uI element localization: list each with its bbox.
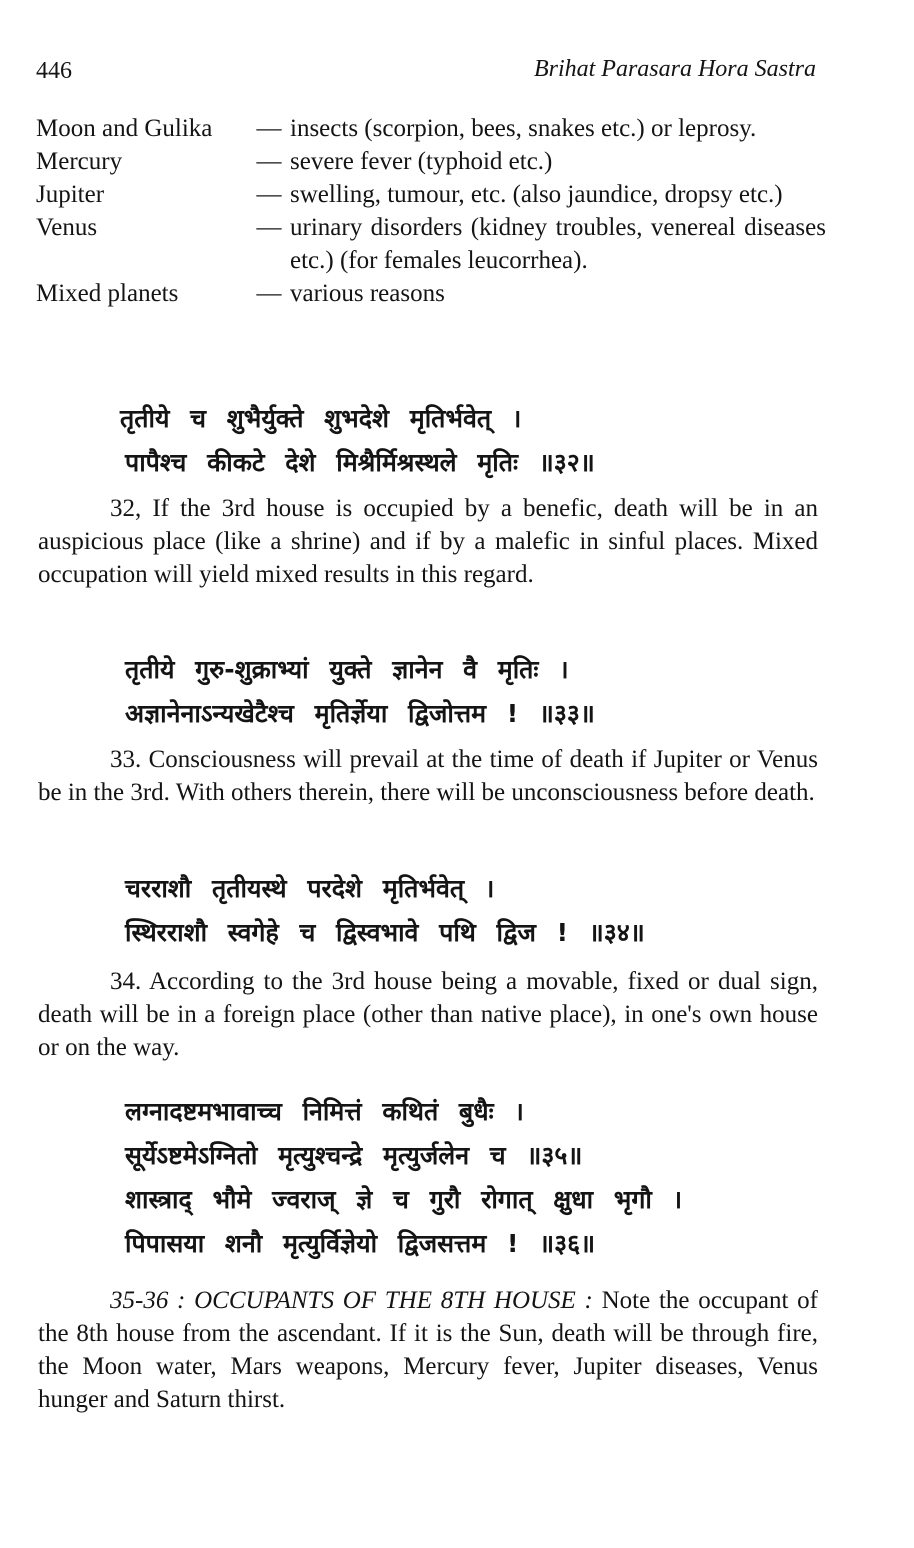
- verse-line: सूर्येऽष्टमेऽग्नितो मृत्युश्चन्द्रे मृत्युर्जलेन च ॥३५॥: [125, 1141, 583, 1170]
- list-item: [36, 178, 826, 211]
- dash: —: [256, 181, 282, 208]
- paragraph-34: [38, 965, 818, 1064]
- paragraph-35-36: [38, 1284, 818, 1416]
- section-heading: 35-36 : OCCUPANTS OF THE 8TH HOUSE :: [110, 1287, 593, 1314]
- dash: —: [256, 115, 282, 142]
- planet-name: Mixed planets: [36, 280, 179, 307]
- verse-line: स्थिरराशौ स्वगेहे च द्विस्वभावे पथि द्विज ! ॥३४॥: [125, 918, 645, 947]
- planet-name: Moon and Gulika: [36, 115, 213, 142]
- list-item: [36, 277, 826, 310]
- paragraph-text: 32, If the 3rd house is occupied by a benefic, death will be in an auspicious place (like a shrine) and if by a malefic in sinful places. Mixed occupation will yield mixed results in this regard.: [38, 495, 818, 588]
- verse-line: अज्ञानेनाऽन्यखेटैश्च मृतिर्ज्ञेया द्विजोत्तम ! ॥३३॥: [125, 699, 595, 728]
- running-title: Brihat Parasara Hora Sastra: [533, 56, 816, 82]
- paragraph-33: [38, 743, 818, 809]
- list-item: [36, 145, 826, 178]
- sanskrit-verse-33: [0, 648, 914, 736]
- verse-line: शास्त्राद् भौमे ज्वराज् ज्ञे च गुरौ रोगात् क्षुधा भृगौ ।: [125, 1185, 683, 1214]
- planet-effect: urinary disorders (kidney troubles, venereal diseases etc.) (for females leucorrhea).: [290, 214, 826, 274]
- verse-line: तृतीये च शुभैर्युक्ते शुभदेशे मृतिर्भवेत् ।: [120, 404, 522, 433]
- sanskrit-verse-34: [0, 867, 914, 955]
- planet-effect: various reasons: [290, 280, 445, 307]
- paragraph-text: 33. Consciousness will prevail at the time of death if Jupiter or Venus be in the 3rd. With others therein, there will be unconsciousness before death.: [38, 746, 818, 806]
- planet-name: Venus: [36, 214, 98, 241]
- paragraph-text: 34. According to the 3rd house being a movable, fixed or dual sign, death will be in a foreign place (other than native place), in one's own house or on the way.: [38, 968, 818, 1061]
- paragraph-text: Note the occupant of the 8th house from the ascendant. If it is the Sun, death will be through fire, the Moon water, Mars weapons, Mercury fever, Jupiter diseases, Venus hunger and Saturn thirst.: [38, 1287, 819, 1413]
- paragraph-32: [38, 492, 818, 591]
- verse-line: पापैश्च कीकटे देशे मिश्रैर्मिश्रस्थले मृतिः ॥३२॥: [125, 448, 595, 477]
- planet-effects-list: [36, 112, 826, 310]
- planet-effect: insects (scorpion, bees, snakes etc.) or leprosy.: [290, 115, 757, 142]
- planet-effect: severe fever (typhoid etc.): [290, 148, 553, 175]
- page-number: 446: [36, 58, 72, 84]
- planet-name: Mercury: [36, 148, 123, 175]
- verse-line: लग्नादष्टमभावाच्च निमित्तं कथितं बुधैः ।: [125, 1097, 524, 1126]
- dash: —: [256, 148, 282, 175]
- planet-name: Jupiter: [36, 181, 105, 208]
- sanskrit-verse-35-36: [0, 1090, 914, 1266]
- planet-effect: swelling, tumour, etc. (also jaundice, dropsy etc.): [290, 181, 783, 208]
- dash: —: [256, 214, 282, 241]
- verse-line: पिपासया शनौ मृत्युर्विज्ञेयो द्विजसत्तम ! ॥३६॥: [125, 1229, 596, 1258]
- verse-line: चरराशौ तृतीयस्थे परदेशे मृतिर्भवेत् ।: [125, 874, 495, 903]
- list-item: [36, 112, 826, 145]
- sanskrit-verse-32: [0, 397, 914, 485]
- list-item: [36, 211, 826, 277]
- verse-line: तृतीये गुरु-शुक्राभ्यां युक्ते ज्ञानेन वै मृतिः ।: [125, 655, 569, 684]
- dash: —: [256, 280, 282, 307]
